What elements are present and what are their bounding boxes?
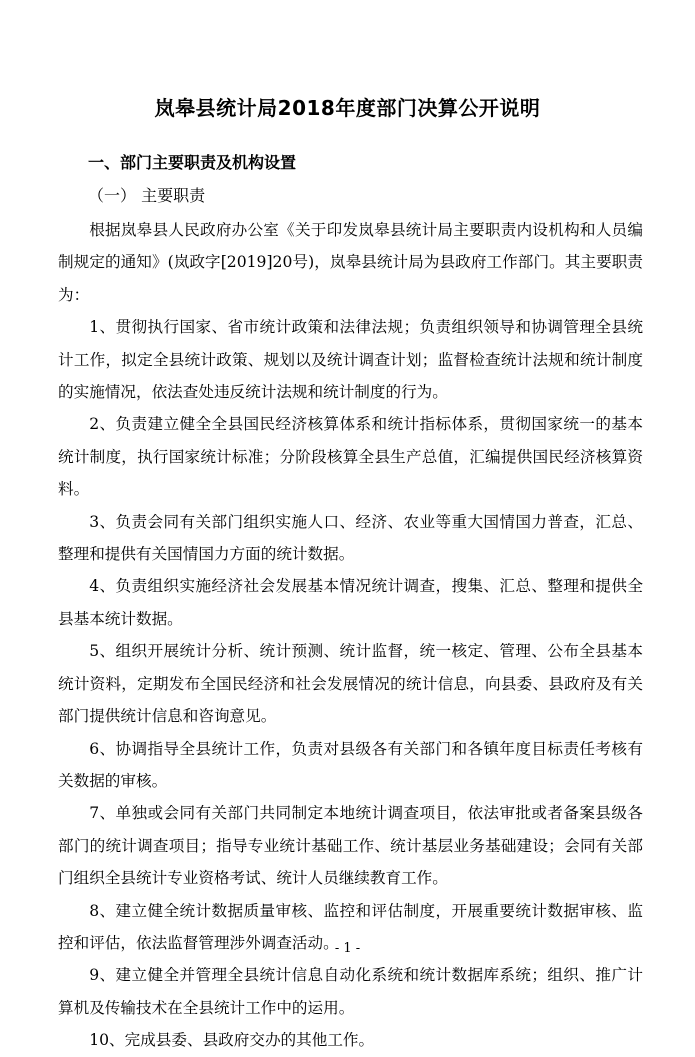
duty-paragraph-9: 9、建立健全并管理全县统计信息自动化系统和统计数据库系统；组织、推广计算机及传输技术在全县统计工作中的运用。 <box>58 966 643 1017</box>
duty-paragraph-4: 4、负责组织实施经济社会发展基本情况统计调查，搜集、汇总、整理和提供全县基本统计数据。 <box>58 577 643 628</box>
duty-paragraph-8: 8、建立健全统计数据质量审核、监控和评估制度，开展重要统计数据审核、监控和评估，依法监督管理涉外调查活动。 <box>58 901 643 952</box>
intro-paragraph: 根据岚皋县人民政府办公室《关于印发岚皋县统计局主要职责内设机构和人员编制规定的通知》(岚政字[2019]20号)，岚皋县统计局为县政府工作部门。其主要职责为： <box>58 221 643 304</box>
sub-heading: （一） 主要职责 <box>88 186 206 205</box>
body-text <box>58 214 643 1057</box>
document-title: 岚皋县统计局2018年度部门决算公开说明 <box>154 96 541 120</box>
duty-paragraph-1: 1、贯彻执行国家、省市统计政策和法律法规；负责组织领导和协调管理全县统计工作，拟定全县统计政策、规划以及统计调查计划；监督检查统计法规和统计制度的实施情况，依法查处违反统计法规和统计制度的行为。 <box>58 318 643 402</box>
duty-paragraph-6: 6、协调指导全县统计工作，负责对县级各有关部门和各镇年度目标责任考核有关数据的审核。 <box>58 739 643 790</box>
duty-paragraph-5: 5、组织开展统计分析、统计预测、统计监督，统一核定、管理、公布全县基本统计资料，定期发布全国民经济和社会发展情况的统计信息，向县委、县政府及有关部门提供统计信息和咨询意见。 <box>58 642 643 726</box>
page-number: - 1 - <box>334 941 361 956</box>
duty-paragraph-7: 7、单独或会同有关部门共同制定本地统计调查项目，依法审批或者备案县级各部门的统计调查项目；指导专业统计基础工作、统计基层业务基础建设；会同有关部门组织全县统计专业资格考试、统计人员继续教育工作。 <box>58 804 643 888</box>
duty-paragraph-3: 3、负责会同有关部门组织实施人口、经济、农业等重大国情国力普查，汇总、整理和提供有关国情国力方面的统计数据。 <box>58 512 643 564</box>
duty-paragraph-2: 2、负责建立健全全县国民经济核算体系和统计指标体系，贯彻国家统一的基本统计制度，执行国家统计标准；分阶段核算全县生产总值，汇编提供国民经济核算资料。 <box>58 415 643 499</box>
duty-paragraph-10: 10、完成县委、县政府交办的其他工作。 <box>89 1031 375 1050</box>
section-heading: 一、部门主要职责及机构设置 <box>88 153 297 172</box>
